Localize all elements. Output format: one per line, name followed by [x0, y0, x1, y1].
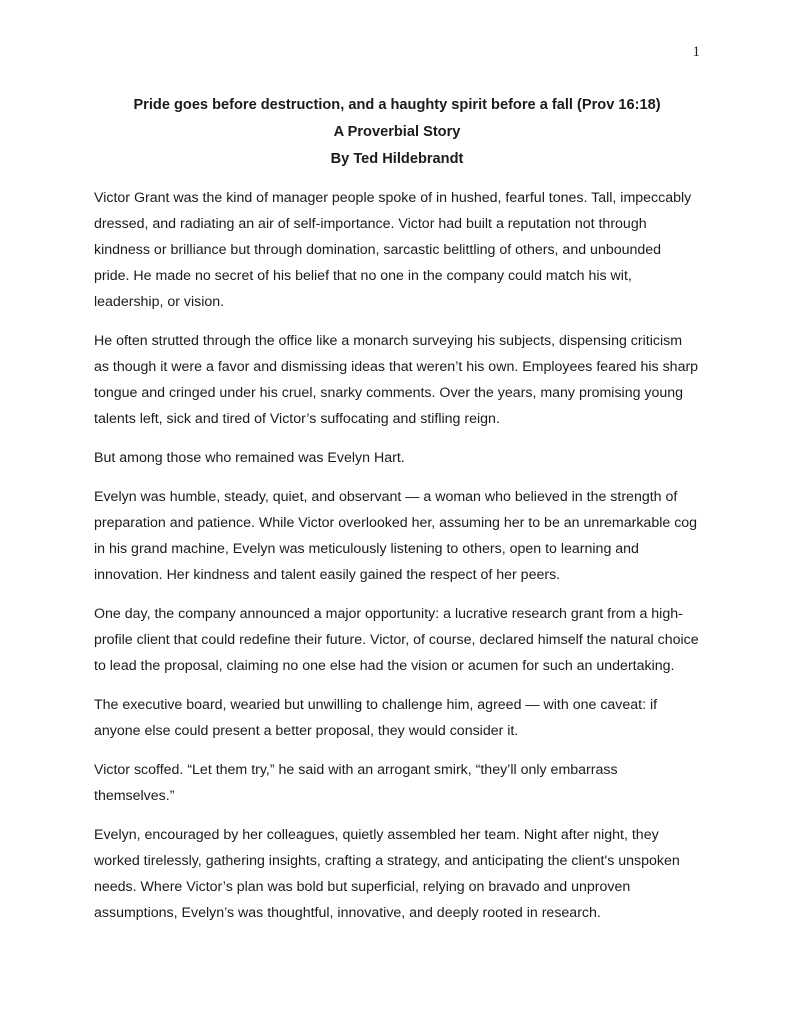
- document-body: [94, 185, 700, 926]
- title-line-subtitle: A Proverbial Story: [333, 124, 461, 140]
- paragraph-victor-scoffed: Victor scoffed. “Let them try,” he said with an arrogant smirk, “they’ll only embarrass themselves.”: [94, 762, 618, 804]
- page-number: 1: [692, 44, 700, 60]
- document-title-block: [94, 92, 700, 173]
- title-line-main: Pride goes before destruction, and a haughty spirit before a fall (Prov 16:18): [133, 97, 661, 113]
- paragraph-victor-intro: Victor Grant was the kind of manager people spoke of in hushed, fearful tones. Tall, impeccably dressed, and radiating an air of self-importance. Victor had built a reputation not through kindness or brilliance but through domination, sarcastic belittling of others, and unbounded pride. He made no secret of his belief that no one in the company could match his wit, leadership, or vision.: [94, 190, 692, 310]
- paragraph-board-caveat: The executive board, wearied but unwilling to challenge him, agreed — with one caveat: if anyone else could present a better proposal, they would consider it.: [94, 697, 658, 739]
- paragraph-opportunity: One day, the company announced a major opportunity: a lucrative research grant from a high-profile client that could redefine their future. Victor, of course, declared himself the natural choice to lead the proposal, claiming no one else had the vision or acumen for such an undertaking.: [94, 606, 699, 674]
- paragraph-evelyn-character: Evelyn was humble, steady, quiet, and observant — a woman who believed in the strength of preparation and patience. While Victor overlooked her, assuming her to be an unremarkable cog in his grand machine, Evelyn was meticulously listening to others, open to learning and innovation. Her kindness and talent easily gained the respect of her peers.: [94, 489, 698, 583]
- document-content: [94, 0, 700, 939]
- paragraph-evelyn-intro: But among those who remained was Evelyn Hart.: [94, 450, 405, 466]
- title-line-author: By Ted Hildebrandt: [330, 151, 464, 167]
- paragraph-monarch: He often strutted through the office like a monarch surveying his subjects, dispensing criticism as though it were a favor and dismissing ideas that weren’t his own. Employees feared his sharp tongue and cringed under his cruel, snarky comments. Over the years, many promising young talents left, sick and tired of Victor’s suffocating and stifling reign.: [94, 333, 699, 427]
- paragraph-evelyn-team: Evelyn, encouraged by her colleagues, quietly assembled her team. Night after night, they worked tirelessly, gathering insights, crafting a strategy, and anticipating the client's unspoken needs. Where Victor’s plan was bold but superficial, relying on bravado and unproven assumptions, Evelyn’s was thoughtful, innovative, and deeply rooted in research.: [94, 827, 680, 921]
